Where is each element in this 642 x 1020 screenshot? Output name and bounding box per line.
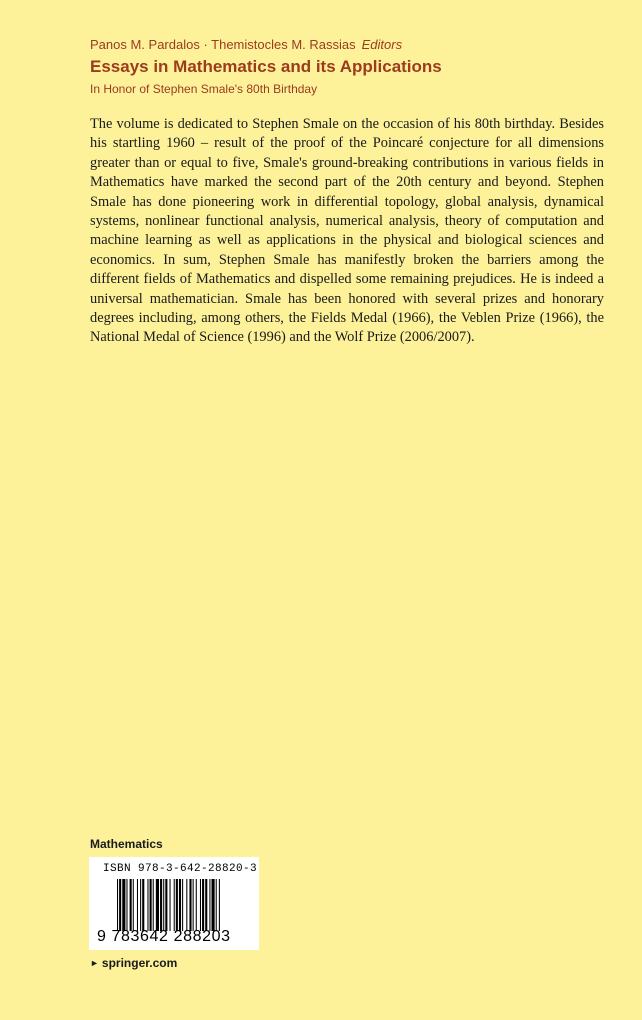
isbn-barcode bbox=[89, 857, 259, 950]
authors-line bbox=[90, 36, 610, 54]
barcode-digits: 9 783642 288203 bbox=[97, 928, 231, 945]
authors-names: Panos M. Pardalos · Themistocles M. Rassias bbox=[90, 37, 356, 52]
isbn-number: ISBN 978-3-642-28820-3 bbox=[103, 863, 258, 875]
publisher-url: springer.com bbox=[101, 956, 178, 970]
book-subtitle: In Honor of Stephen Smale's 80th Birthday bbox=[90, 82, 318, 96]
subject-category: Mathematics bbox=[90, 837, 163, 851]
editors-label: Editors bbox=[361, 37, 403, 52]
arrow-right-icon: ► bbox=[90, 958, 99, 968]
cover-header bbox=[90, 36, 610, 97]
book-description: The volume is dedicated to Stephen Smale on the occasion of his 80th birthday. Besides his startling 1960 – result of the proof of the Poincaré conjecture for all dimensions greater than or equal to five, Smale's ground-breaking contributions in various fields in Mathematics have marked the second part of the 20th century and beyond. Stephen Smale has done pioneering work in differential topology, global analysis, dynamical systems, nonlinear functional analysis, numerical analysis, theory of computation and machine learning as well as applications in the physical and biological sciences and economics. In sum, Stephen Smale has manifestly broken the barriers among the different fields of Mathematics and dispelled some remaining prejudices. He is indeed a universal mathematician. Smale has been honored with several prizes and honorary degrees including, among others, the Fields Medal (1966), the Veblen Prize (1966), the National Medal of Science (1996) and the Wolf Prize (2006/2007). bbox=[90, 116, 604, 346]
publisher-link[interactable] bbox=[90, 956, 177, 970]
barcode-bars bbox=[117, 879, 253, 931]
book-title: Essays in Mathematics and its Applications bbox=[90, 57, 442, 76]
